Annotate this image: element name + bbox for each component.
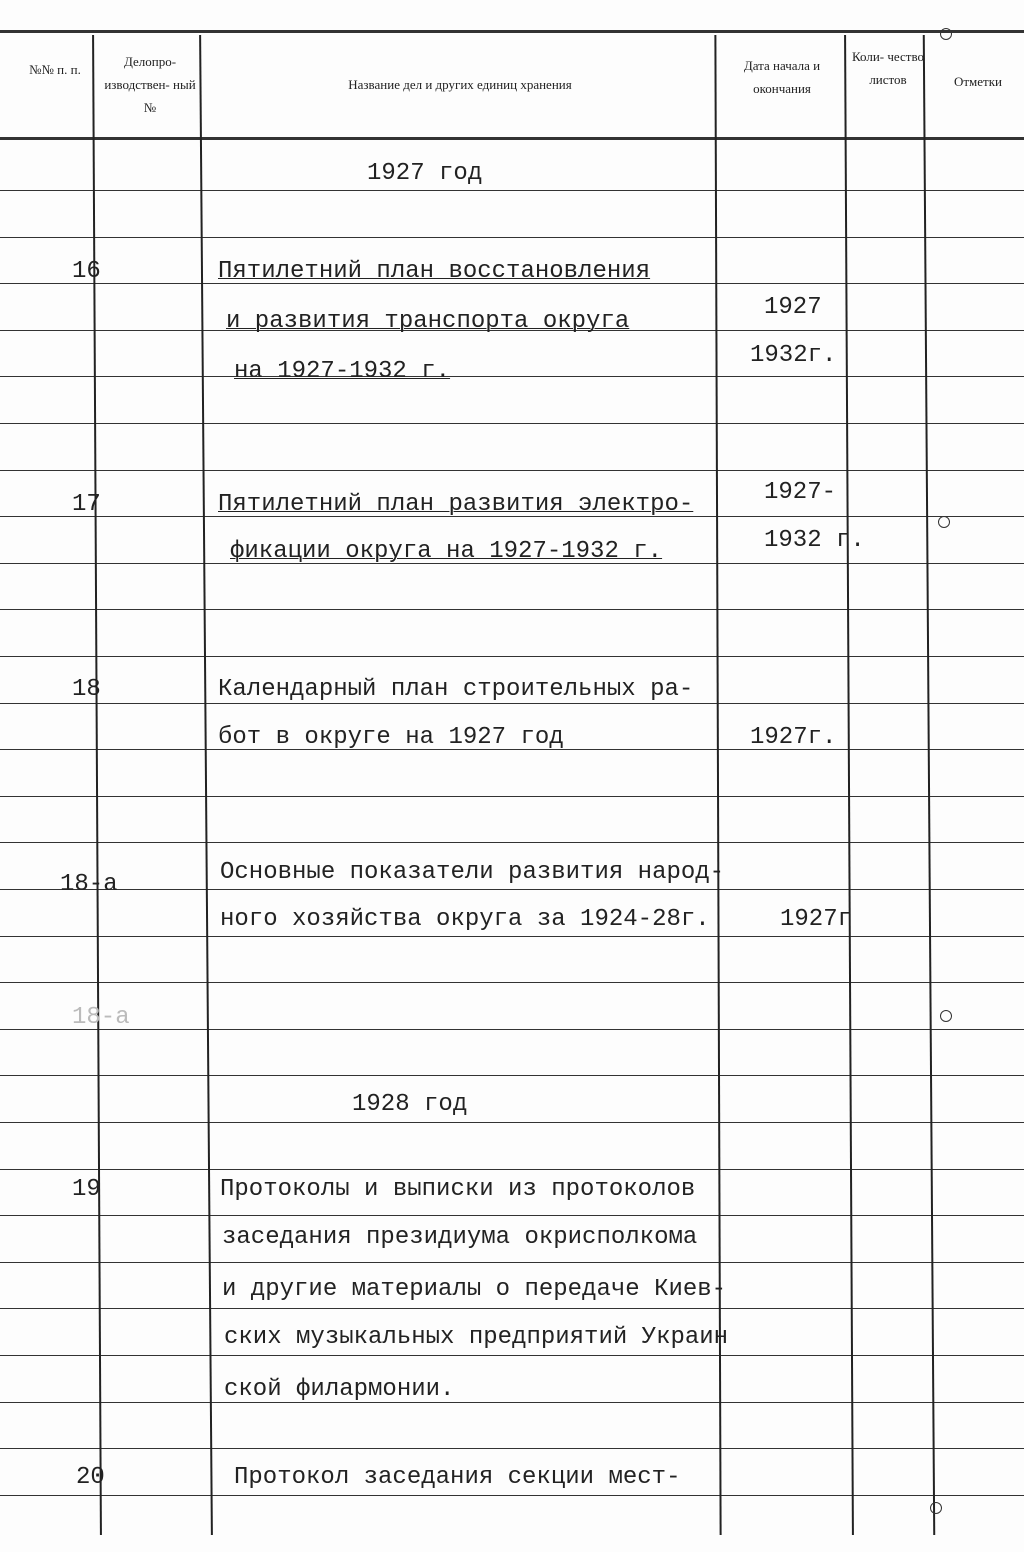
- row-rule: [0, 1029, 1024, 1030]
- entry-number: 20: [76, 1464, 105, 1491]
- entry-title-line: ного хозяйства округа за 1924-28г.: [220, 906, 710, 933]
- row-rule: [0, 936, 1024, 937]
- entry-title-line: бот в округе на 1927 год: [218, 724, 564, 751]
- row-rule: [0, 1262, 1024, 1263]
- row-rule: [0, 1355, 1024, 1356]
- entry-title-line: Основные показатели развития народ-: [220, 859, 725, 886]
- row-rule: [0, 1495, 1024, 1496]
- header-office-num: Делопро- изводствен- ный №: [104, 54, 196, 115]
- column-divider: [199, 35, 212, 1535]
- row-rule: [0, 889, 1024, 890]
- row-rule: [0, 1215, 1024, 1216]
- header-title: Название дел и других единиц хранения: [348, 77, 572, 92]
- year-heading: 1928 год: [352, 1091, 468, 1118]
- hole-punch-mark: [940, 1010, 952, 1022]
- top-rule: [0, 30, 1024, 33]
- entry-title-line: на 1927-1932 г.: [234, 358, 451, 385]
- hole-punch-mark: [940, 28, 952, 40]
- hole-punch-mark: [938, 516, 950, 528]
- row-rule: [0, 1075, 1024, 1076]
- entry-title-line: и другие материалы о передаче Киев-: [222, 1276, 727, 1303]
- entry-date: 1927: [764, 294, 822, 321]
- entry-date: 1932 г.: [764, 527, 865, 554]
- year-heading: 1927 год: [367, 160, 483, 187]
- row-rule: [0, 609, 1024, 610]
- entry-date: 1932г.: [750, 342, 837, 369]
- entry-title-line: Пятилетний план восстановления: [218, 258, 651, 285]
- entry-title-line: заседания президиума окрисполкома: [222, 1224, 698, 1251]
- entry-title-line: Протоколы и выписки из протоколов: [220, 1176, 696, 1203]
- entry-number: 16: [72, 258, 101, 285]
- entry-title-line: Пятилетний план развития электро-: [218, 491, 694, 518]
- header-rule: [0, 137, 1024, 140]
- entry-date: 1927г: [780, 906, 853, 933]
- entry-number: 18: [72, 676, 101, 703]
- row-rule: [0, 842, 1024, 843]
- row-rule: [0, 656, 1024, 657]
- entry-date: 1927г.: [750, 724, 837, 751]
- header-sheets: Коли- чество листов: [852, 49, 925, 87]
- entry-title-line: ских музыкальных предприятий Украин: [224, 1324, 729, 1351]
- header-dates: Дата начала и окончания: [743, 58, 821, 96]
- entry-title-line: фикации округа на 1927-1932 г.: [230, 538, 663, 565]
- row-rule: [0, 796, 1024, 797]
- row-rule: [0, 1122, 1024, 1123]
- column-divider: [714, 35, 721, 1535]
- row-rule: [0, 1402, 1024, 1403]
- entry-title-line: Календарный план строительных ра-: [218, 676, 694, 703]
- row-rule: [0, 1308, 1024, 1309]
- row-rule: [0, 1169, 1024, 1170]
- entry-number: 17: [72, 491, 101, 518]
- row-rule: [0, 423, 1024, 424]
- row-rule: [0, 982, 1024, 983]
- row-rule: [0, 190, 1024, 191]
- entry-title-line: Протокол заседания секции мест-: [234, 1464, 681, 1491]
- entry-number: 19: [72, 1176, 101, 1203]
- entry-date: 1927-: [764, 479, 837, 506]
- column-divider: [923, 35, 935, 1535]
- entry-number: 18-а: [60, 871, 118, 898]
- row-rule: [0, 376, 1024, 377]
- row-rule: [0, 470, 1024, 471]
- header-notes: Отметки: [953, 74, 1003, 89]
- entry-title-line: ской филармонии.: [224, 1376, 455, 1403]
- entry-title-line: и развития транспорта округа: [226, 308, 630, 335]
- entry-number-faded: 18-а: [72, 1004, 130, 1031]
- hole-punch-mark: [930, 1502, 942, 1514]
- row-rule: [0, 1448, 1024, 1449]
- column-divider: [844, 35, 853, 1535]
- row-rule: [0, 237, 1024, 238]
- header-num: №№ п. п.: [29, 62, 81, 77]
